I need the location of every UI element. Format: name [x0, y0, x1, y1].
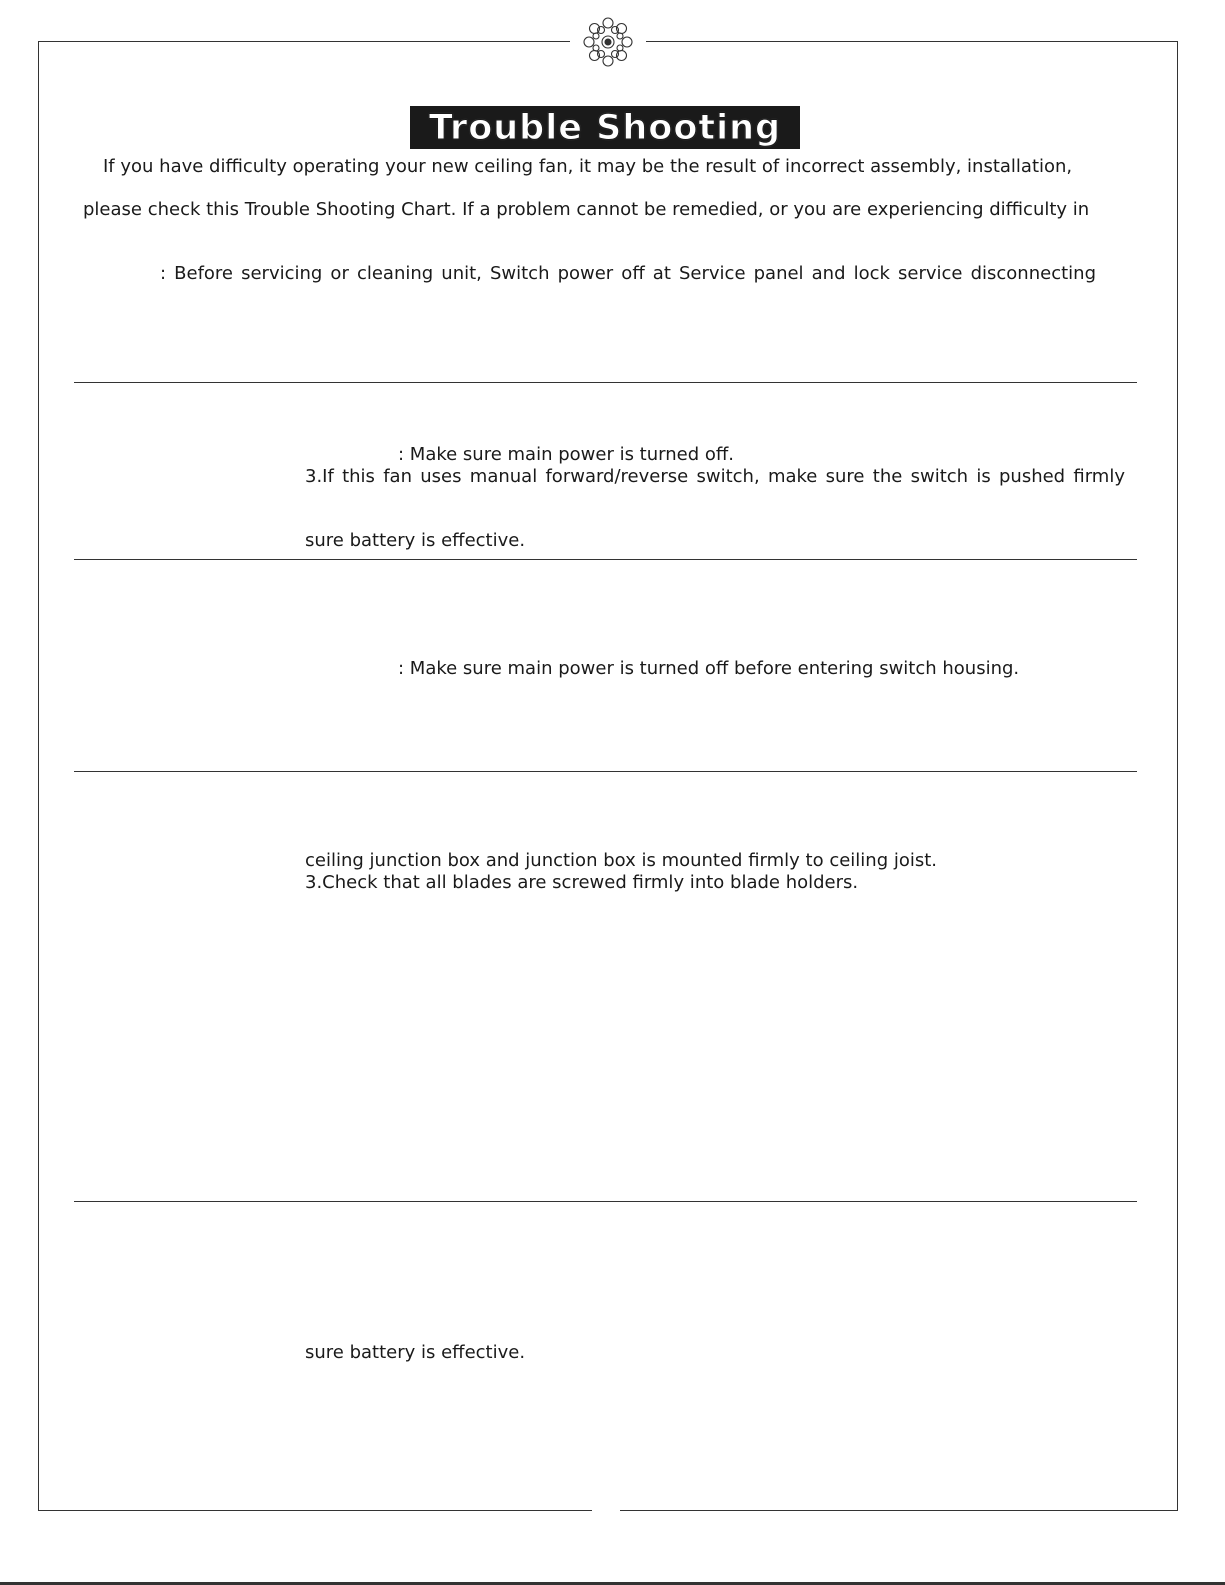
page-title: Trouble Shooting: [428, 107, 782, 148]
section-1-line-1: : Make sure main power is turned off.: [398, 444, 734, 465]
section-2-line-1: : Make sure main power is turned off before entering switch housing.: [398, 658, 1020, 679]
frame-left: [38, 41, 39, 1511]
section-divider-2: [74, 559, 1137, 560]
section-1-line-3: sure battery is effective.: [305, 530, 526, 551]
section-4-line-1: sure battery is effective.: [305, 1342, 526, 1363]
warning-text: : Before servicing or cleaning unit, Switch power off at Service panel and lock service disconnecting: [160, 263, 1096, 284]
ornament-flower-icon: [580, 14, 636, 70]
section-divider-1: [74, 382, 1137, 383]
section-1-line-2: 3.If this fan uses manual forward/reverse switch, make sure the switch is pushed firmly: [305, 466, 1125, 487]
section-divider-3: [74, 771, 1137, 772]
frame-top-right: [646, 41, 1178, 42]
frame-right: [1177, 41, 1178, 1511]
title-banner: [410, 106, 800, 149]
frame-bottom-left: [38, 1510, 592, 1511]
intro-line-2: please check this Trouble Shooting Chart. If a problem cannot be remedied, or you are experiencing difficulty in: [83, 199, 1090, 220]
section-divider-4: [74, 1201, 1137, 1202]
section-3-line-1: ceiling junction box and junction box is mounted firmly to ceiling joist.: [305, 850, 938, 871]
intro-line-1: If you have difficulty operating your new ceiling fan, it may be the result of incorrect assembly, installation,: [103, 156, 1073, 177]
frame-bottom-right: [620, 1510, 1178, 1511]
frame-top-left: [38, 41, 570, 42]
section-3-line-2: 3.Check that all blades are screwed firmly into blade holders.: [305, 872, 859, 893]
